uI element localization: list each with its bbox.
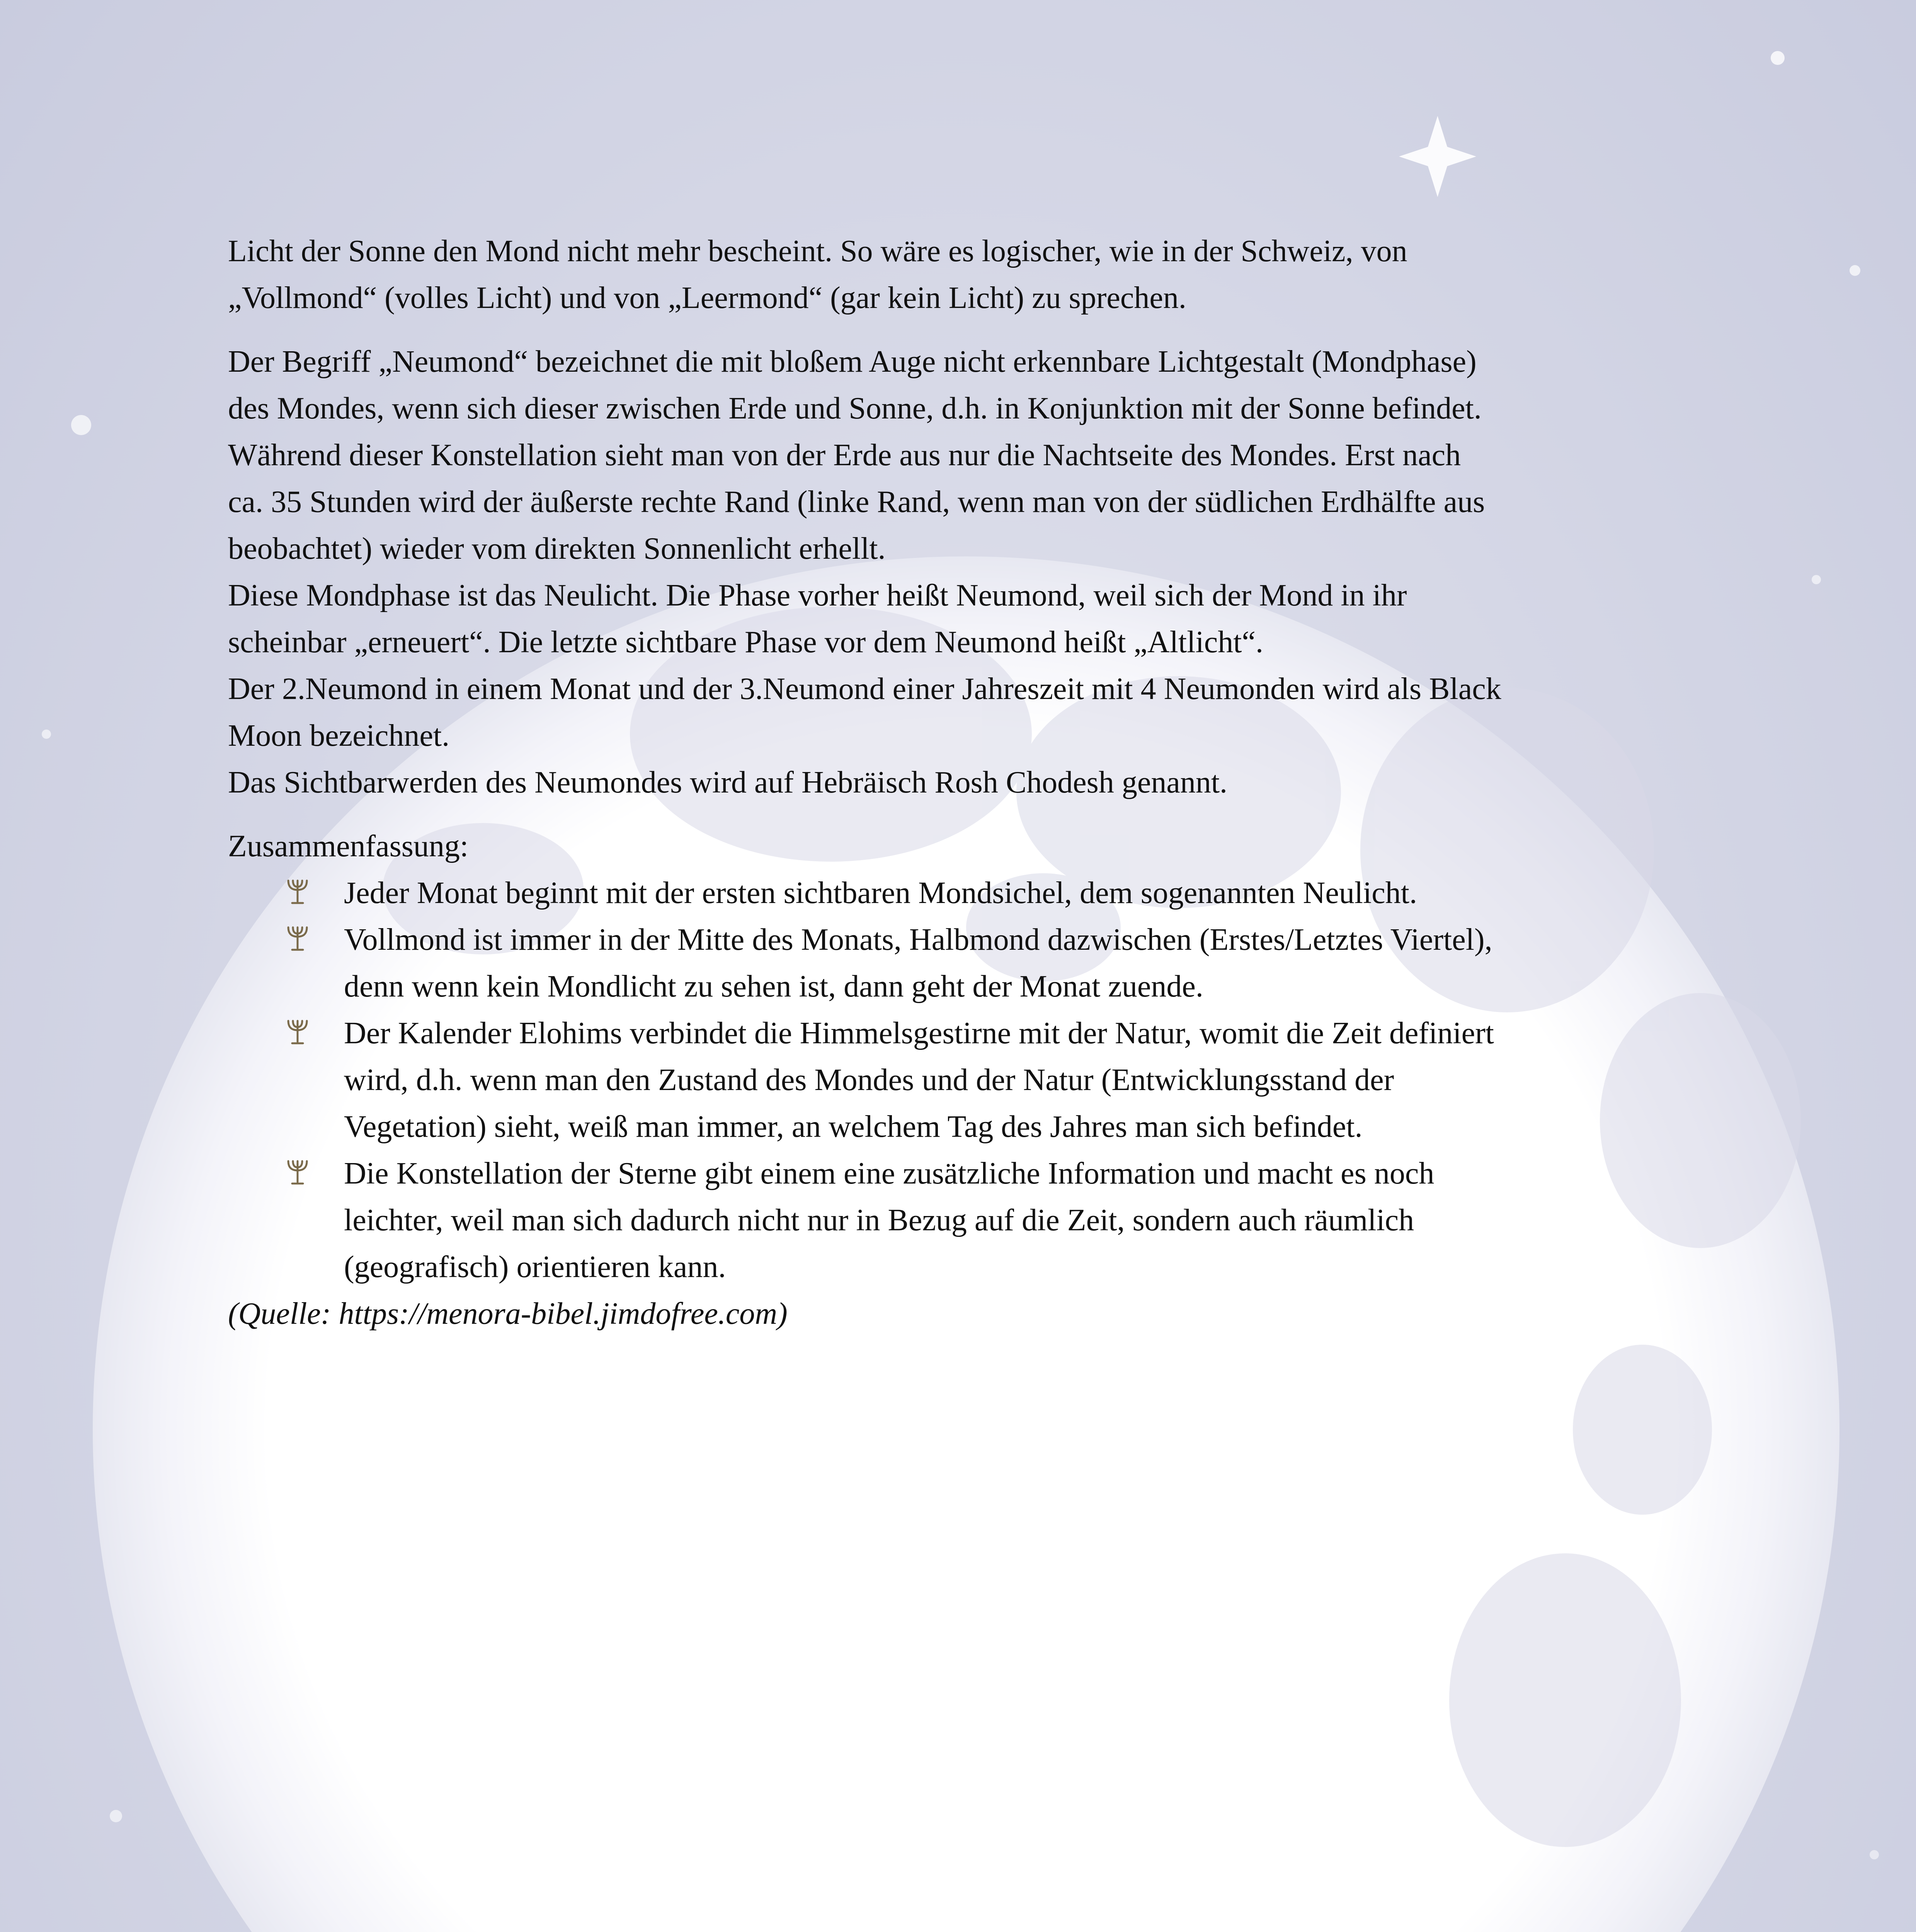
list-item — [344, 1010, 1712, 1150]
text-line: denn wenn kein Mondlicht zu sehen ist, dann geht der Monat zuende. — [344, 969, 1203, 1003]
text-line: leichter, weil man sich dadurch nicht nur in Bezug auf die Zeit, sondern auch räumlich — [344, 1203, 1414, 1237]
text-line: ca. 35 Stunden wird der äußerste rechte Rand (linke Rand, wenn man von der südlichen Erdhälfte aus — [228, 485, 1485, 519]
text-line: des Mondes, wenn sich dieser zwischen Erde und Sonne, d.h. in Konjunktion mit der Sonne befindet. — [228, 391, 1482, 425]
intro-paragraph — [228, 228, 1712, 321]
text-line: scheinbar „erneuert“. Die letzte sichtbare Phase vor dem Neumond heißt „Altlicht“. — [228, 625, 1263, 659]
text-line: Die Konstellation der Sterne gibt einem eine zusätzliche Information und macht es noch — [344, 1156, 1434, 1190]
text-line: (geografisch) orientieren kann. — [344, 1250, 726, 1284]
menorah-icon — [286, 1159, 309, 1186]
menorah-icon — [286, 925, 309, 952]
summary-list — [228, 870, 1712, 1291]
source-citation: (Quelle: https://menora-bibel.jimdofree.com) — [228, 1297, 788, 1331]
text-line: Während dieser Konstellation sieht man von der Erde aus nur die Nachtseite des Mondes. Erst nach — [228, 438, 1461, 472]
text-line: Das Sichtbarwerden des Neumondes wird auf Hebräisch Rosh Chodesh genannt. — [228, 765, 1228, 799]
text-line: „Vollmond“ (volles Licht) und von „Leermond“ (gar kein Licht) zu sprechen. — [228, 281, 1186, 315]
text-line: Moon bezeichnet. — [228, 719, 450, 753]
list-item — [344, 1150, 1712, 1291]
text-line: Vollmond ist immer in der Mitte des Monats, Halbmond dazwischen (Erstes/Letztes Viertel), — [344, 923, 1492, 957]
text-line: wird, d.h. wenn man den Zustand des Mondes und der Natur (Entwicklungsstand der — [344, 1063, 1394, 1097]
menorah-icon — [286, 878, 309, 905]
list-item — [344, 870, 1712, 917]
text-line: Der Begriff „Neumond“ bezeichnet die mit bloßem Auge nicht erkennbare Lichtgestalt (Mondphase) — [228, 345, 1477, 379]
text-line: beobachtet) wieder vom direkten Sonnenlicht erhellt. — [228, 532, 886, 566]
summary-heading: Zusammenfassung: — [228, 829, 469, 863]
document-body — [228, 228, 1712, 1337]
menorah-icon — [286, 1019, 309, 1046]
text-line: Der Kalender Elohims verbindet die Himmelsgestirne mit der Natur, womit die Zeit definiert — [344, 1016, 1494, 1050]
list-item — [344, 917, 1712, 1010]
text-line: Licht der Sonne den Mond nicht mehr bescheint. So wäre es logischer, wie in der Schweiz, von — [228, 234, 1407, 268]
text-line: Vegetation) sieht, weiß man immer, an welchem Tag des Jahres man sich befindet. — [344, 1110, 1363, 1144]
neumond-paragraph — [228, 338, 1712, 806]
text-line: Jeder Monat beginnt mit der ersten sichtbaren Mondsichel, dem sogenannten Neulicht. — [344, 876, 1417, 910]
text-line: Diese Mondphase ist das Neulicht. Die Phase vorher heißt Neumond, weil sich der Mond in ihr — [228, 578, 1407, 612]
text-line: Der 2.Neumond in einem Monat und der 3.Neumond einer Jahreszeit mit 4 Neumonden wird als Black — [228, 672, 1501, 706]
